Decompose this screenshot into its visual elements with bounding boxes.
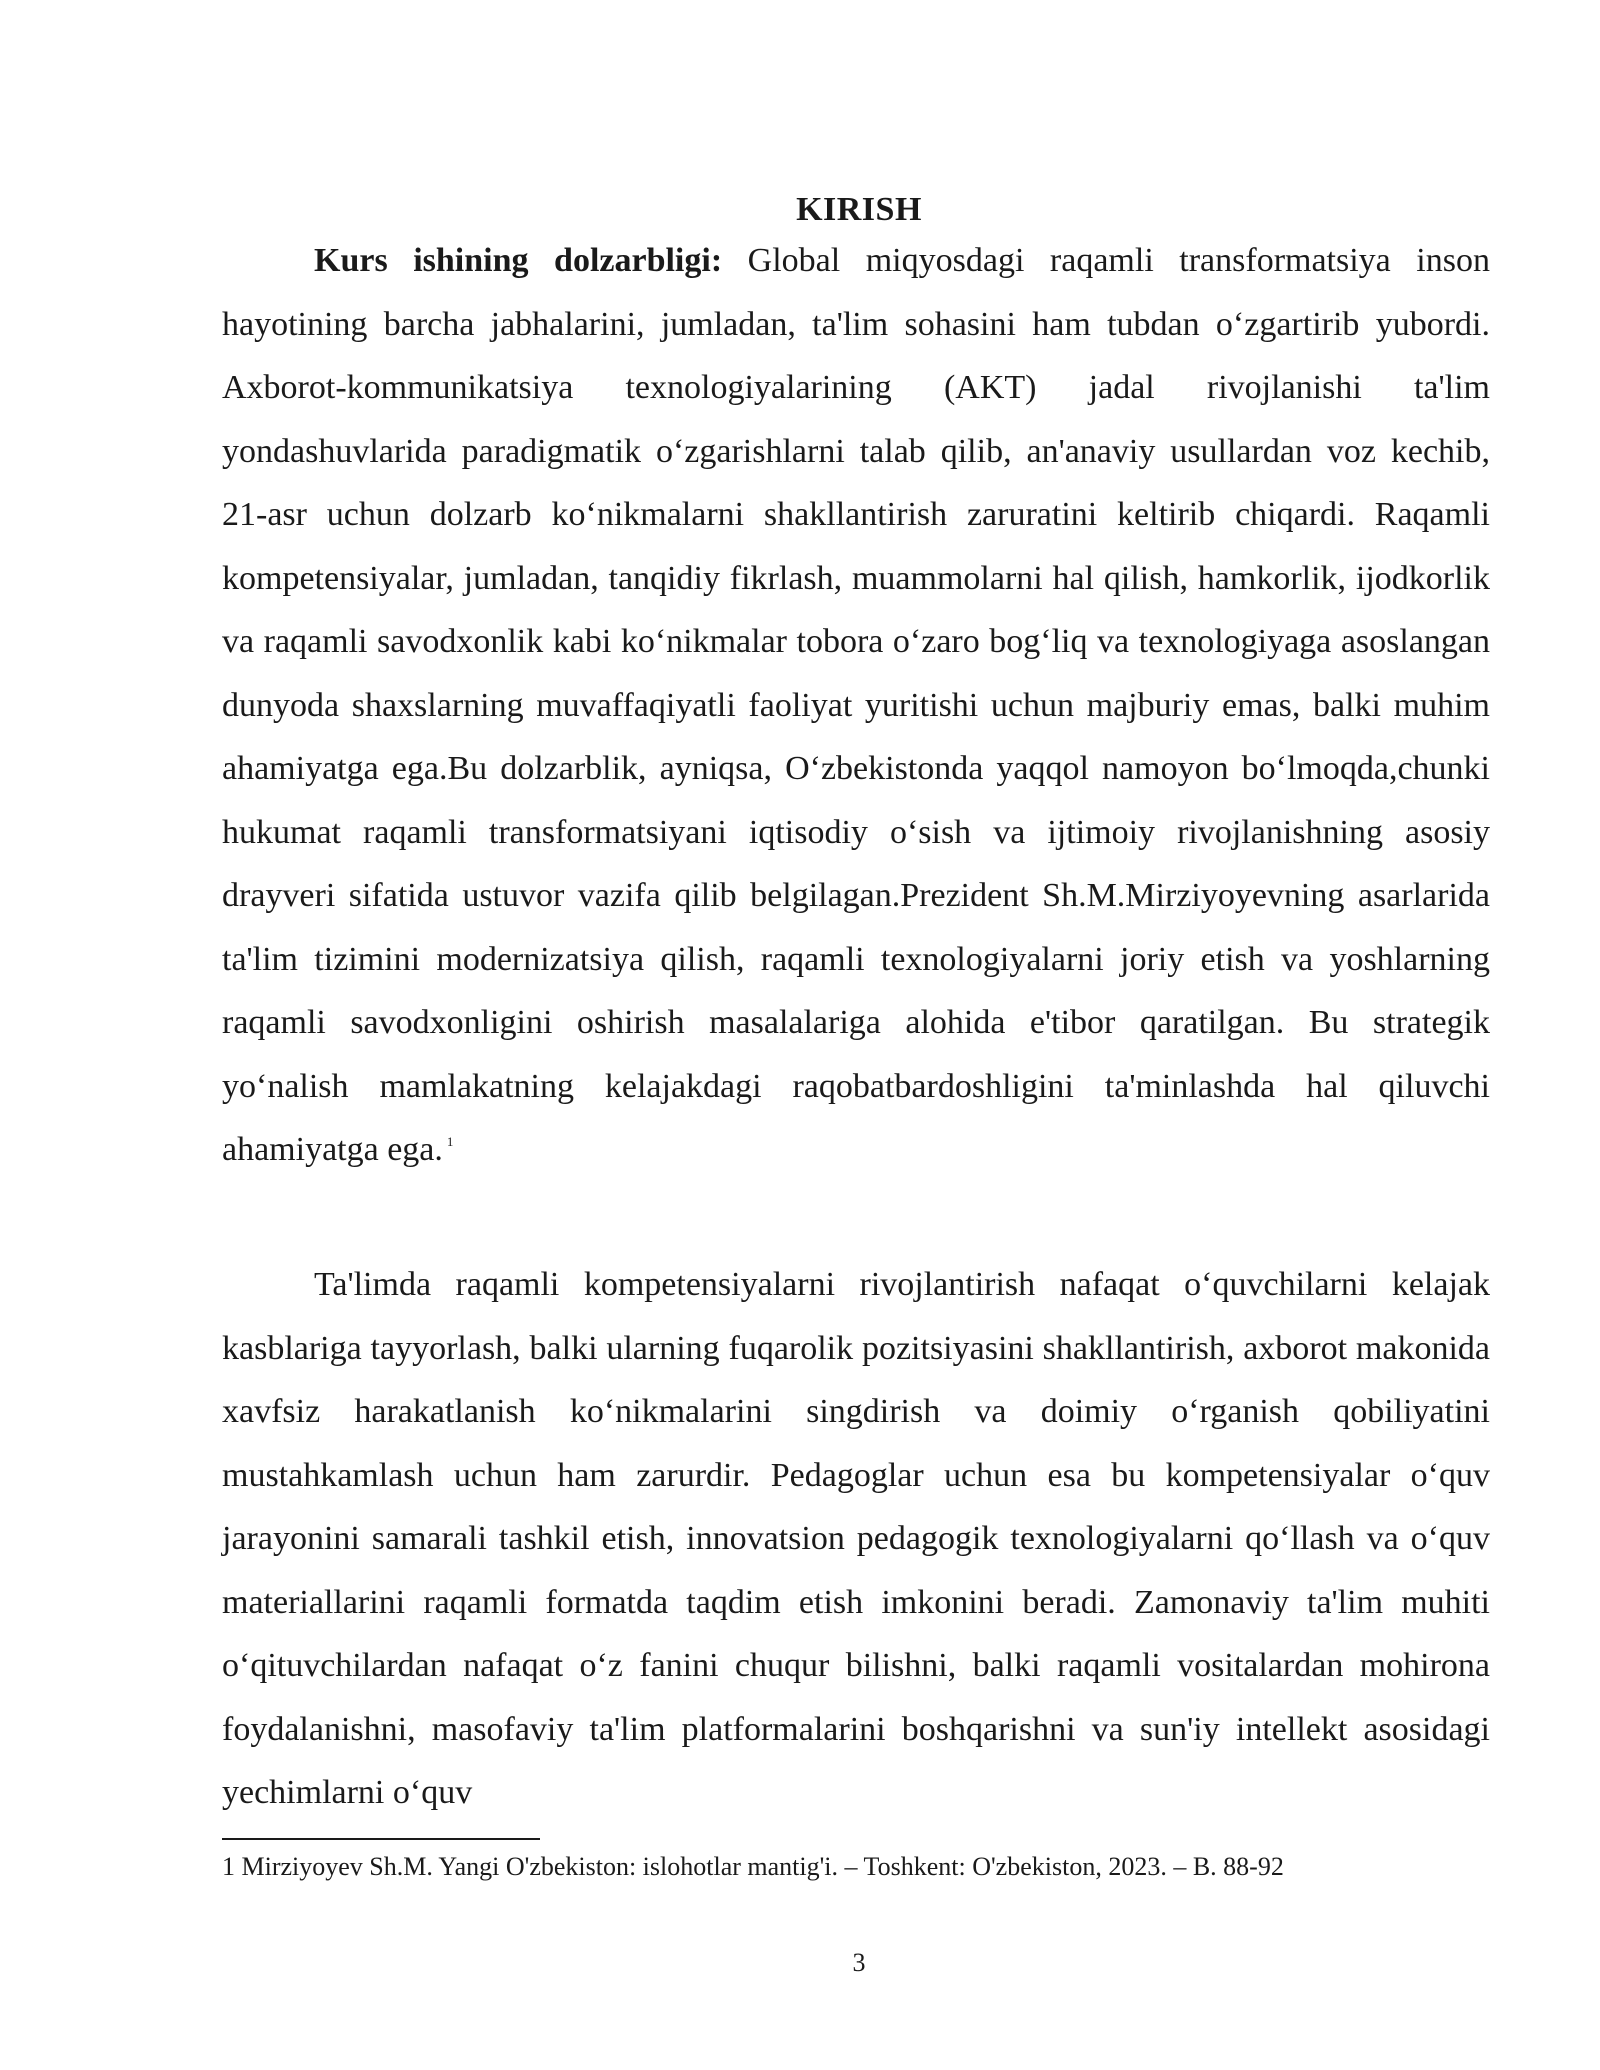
paragraph-body-text: Global miqyosdagi raqamli transformatsiya inson hayotining barcha jabhalarini, jumladan, ta'lim sohasini ham tubdan oʻzgartirib yubordi. Axborot-kommunikatsiya texnologiyalarining (AKT) jadal rivojlanishi ta'lim yondashuvlarida paradigmatik oʻzgarishlarni talab qilib, an'anaviy usullardan voz kechib, 21-asr uchun dolzarb koʻnikmalarni shakllantirish zaruratini keltirib chiqardi. Raqamli kompetensiyalar, jumladan, tanqidiy fikrlash, muammolarni hal qilish, hamkorlik, ijodkorlik va raqamli savodxonlik kabi koʻnikmalar tobora oʻzaro bogʻliq va texnologiyaga asoslangan dunyoda shaxslarning muvaffaqiyatli faoliyat yuritishi uchun majburiy emas, balki muhim ahamiyatga ega.Bu dolzarblik, ayniqsa, Oʻzbekistonda yaqqol namoyon boʻlmoqda,chunki hukumat raqamli transformatsiyani iqtisodiy oʻsish va ijtimoiy rivojlanishning asosiy drayveri sifatida ustuvor vazifa qilib belgilagan.Prezident Sh.M.Mirziyoyevning asarlarida ta'lim tizimini modernizatsiya qilish, raqamli texnologiyalarni joriy etish va yoshlarning raqamli savodxonligini oshirish masalalariga alohida e'tibor qaratilgan. Bu strategik yoʻnalish mamlakatning kelajakdagi raqobatbardoshligini ta'minlashda hal qiluvchi ahamiyatga ega. xyxy=(222,242,1490,1168)
paragraph-digital-competence xyxy=(222,1253,1490,1825)
page-number: 3 xyxy=(852,1948,866,1977)
paragraph-body-text: Ta'limda raqamli kompetensiyalarni rivojlantirish nafaqat oʻquvchilarni kelajak kasblariga tayyorlash, balki ularning fuqarolik pozitsiyasini shakllantirish, axborot makonida xavfsiz harakatlanish koʻnikmalarini singdirish va doimiy oʻrganish qobiliyatini mustahkamlash uchun ham zarurdir. Pedagoglar uchun esa bu kompetensiyalar oʻquv jarayonini samarali tashkil etish, innovatsion pedagogik texnologiyalarni qoʻllash va oʻquv materiallarini raqamli formatda taqdim etish imkonini beradi. Zamonaviy ta'lim muhiti oʻqituvchilardan nafaqat oʻz fanini chuqur bilishni, balki raqamli vositalardan mohirona foydalanishni, masofaviy ta'lim platformalarini boshqarishni va sun'iy intellekt asosidagi yechimlarni oʻquv xyxy=(222,1266,1490,1811)
paragraph-relevance xyxy=(222,229,1490,1182)
paragraph-lead-heading: Kurs ishining dolzarbligi: xyxy=(314,242,723,279)
footnote-reference[interactable]: 1 xyxy=(446,1134,454,1149)
section-title: KIRISH xyxy=(796,191,922,228)
footnote-separator xyxy=(222,1838,540,1840)
footnote-text: 1 Mirziyoyev Sh.M. Yangi O'zbekiston: islohotlar mantig'i. – Toshkent: O'zbekiston, 2023. – B. 88-92 xyxy=(222,1852,1284,1881)
